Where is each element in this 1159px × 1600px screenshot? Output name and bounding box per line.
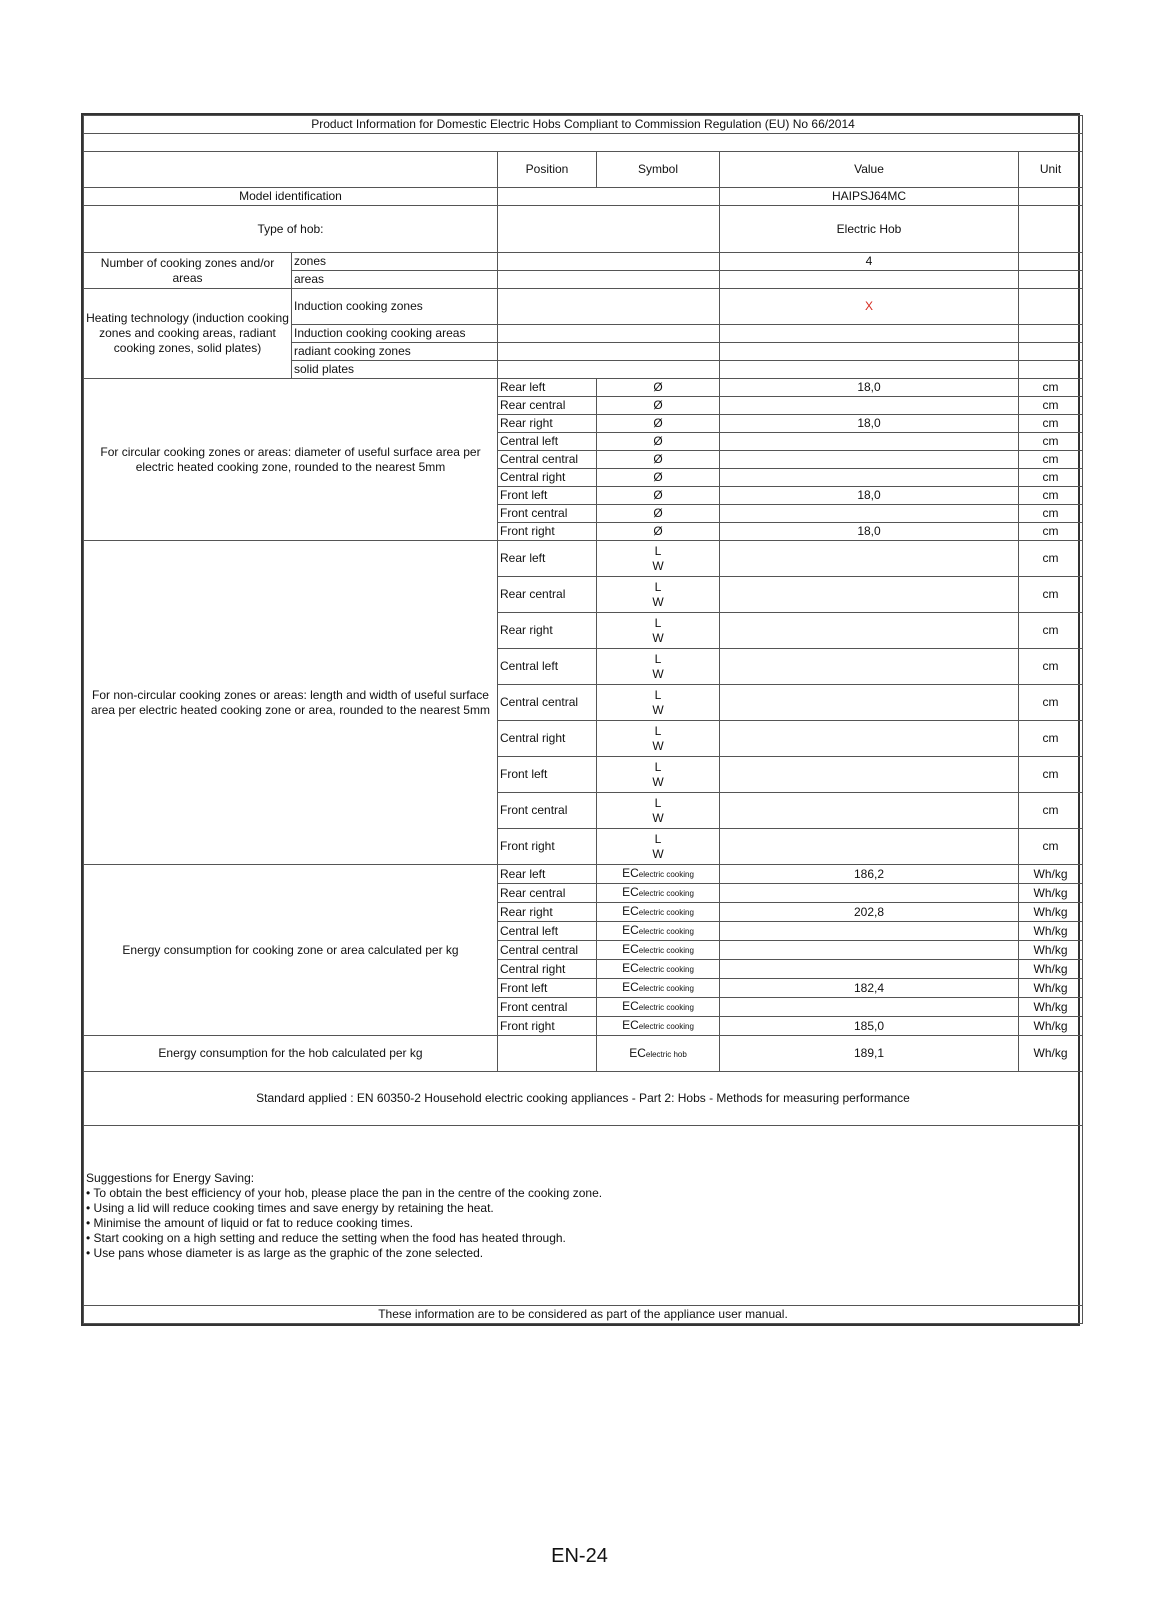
energy-symbol (597, 884, 720, 903)
table-row (84, 289, 1083, 325)
position-cell: Rear left (498, 379, 597, 397)
empty-cell (498, 188, 720, 206)
header-blank (84, 152, 498, 188)
position-cell: Central left (498, 649, 597, 685)
position-cell: Central central (498, 451, 597, 469)
product-information-sheet (81, 113, 1080, 1326)
position-cell: Rear right (498, 415, 597, 433)
diameter-value: 18,0 (720, 379, 1019, 397)
heating-type-label: radiant cooking zones (292, 343, 498, 361)
energy-symbol (597, 922, 720, 941)
circular-zones-label: For circular cooking zones or areas: diameter of useful surface area per electric heated cooking zone, rounded to the nearest 5mm (84, 379, 498, 541)
energy-symbol-subscript: electric cooking (638, 965, 694, 974)
table-row (84, 188, 1083, 206)
energy-value: 202,8 (720, 903, 1019, 922)
empty-cell (498, 253, 720, 271)
model-identification-value: HAIPSJ64MC (720, 188, 1019, 206)
energy-symbol-main: EC (622, 1018, 639, 1032)
model-identification-label: Model identification (84, 188, 498, 206)
position-cell: Front central (498, 505, 597, 523)
unit-cell: Wh/kg (1019, 922, 1083, 941)
length-symbol: L (654, 579, 662, 594)
heating-type-label: Induction cooking cooking areas (292, 325, 498, 343)
diameter-value: 18,0 (720, 523, 1019, 541)
suggestion-item: • Minimise the amount of liquid or fat to reduce cooking times. (86, 1215, 414, 1230)
empty-cell (1019, 206, 1083, 253)
length-width-symbol (597, 613, 720, 649)
unit-cell: cm (1019, 829, 1083, 865)
hob-energy-symbol (597, 1036, 720, 1072)
width-symbol: W (652, 810, 664, 825)
position-cell: Central central (498, 685, 597, 721)
unit-cell: Wh/kg (1019, 884, 1083, 903)
noncircular-zones-label: For non-circular cooking zones or areas: length and width of useful surface area per electric heated cooking zone or area, rounded to the nearest 5mm (84, 541, 498, 865)
areas-value (720, 271, 1019, 289)
header-value: Value (720, 152, 1019, 188)
position-cell: Central left (498, 922, 597, 941)
length-symbol: L (654, 795, 662, 810)
energy-symbol-subscript: electric cooking (638, 889, 694, 898)
table-row (84, 253, 1083, 271)
header-position: Position (498, 152, 597, 188)
heating-technology-label: Heating technology (induction cooking zones and cooking areas, radiant cooking zones, solid plates) (84, 289, 292, 379)
energy-value (720, 960, 1019, 979)
heating-type-value (720, 361, 1019, 379)
unit-cell: cm (1019, 577, 1083, 613)
suggestion-item: • Start cooking on a high setting and reduce the setting when the food has heated through. (86, 1230, 566, 1245)
position-cell: Front left (498, 979, 597, 998)
length-width-symbol (597, 757, 720, 793)
energy-symbol-main: EC (622, 885, 639, 899)
width-symbol: W (652, 630, 664, 645)
length-symbol: L (654, 723, 662, 738)
sheet-title: Product Information for Domestic Electric Hobs Compliant to Commission Regulation (EU) No 66/2014 (84, 116, 1083, 134)
unit-cell: cm (1019, 505, 1083, 523)
unit-cell: cm (1019, 523, 1083, 541)
unit-cell: Wh/kg (1019, 903, 1083, 922)
heating-type-value: X (720, 289, 1019, 325)
header-symbol: Symbol (597, 152, 720, 188)
length-symbol: L (654, 543, 662, 558)
unit-cell: Wh/kg (1019, 1036, 1083, 1072)
hob-energy-value: 189,1 (720, 1036, 1019, 1072)
zones-label: zones (292, 253, 498, 271)
length-width-symbol (597, 649, 720, 685)
diameter-value (720, 397, 1019, 415)
unit-cell: cm (1019, 397, 1083, 415)
table-row (84, 1306, 1083, 1324)
energy-value (720, 941, 1019, 960)
position-cell: Central right (498, 721, 597, 757)
hob-energy-symbol-main: EC (629, 1045, 646, 1060)
heating-type-value (720, 325, 1019, 343)
unit-cell: Wh/kg (1019, 941, 1083, 960)
diameter-value (720, 451, 1019, 469)
hob-energy-label: Energy consumption for the hob calculated per kg (84, 1036, 498, 1072)
length-width-symbol (597, 829, 720, 865)
unit-cell: cm (1019, 685, 1083, 721)
diameter-symbol: Ø (597, 469, 720, 487)
heating-type-label: Induction cooking zones (292, 289, 498, 325)
diameter-symbol: Ø (597, 433, 720, 451)
table-body (84, 116, 1083, 1324)
position-cell: Rear central (498, 397, 597, 415)
length-width-symbol (597, 577, 720, 613)
length-width-symbol (597, 721, 720, 757)
energy-symbol (597, 865, 720, 884)
position-cell: Central left (498, 433, 597, 451)
position-cell: Front left (498, 487, 597, 505)
empty-cell (1019, 271, 1083, 289)
energy-value: 186,2 (720, 865, 1019, 884)
width-symbol: W (652, 702, 664, 717)
unit-cell: cm (1019, 469, 1083, 487)
unit-cell: Wh/kg (1019, 979, 1083, 998)
energy-symbol-subscript: electric cooking (638, 1003, 694, 1012)
position-cell: Rear left (498, 541, 597, 577)
empty-cell (498, 206, 720, 253)
length-width-value (720, 613, 1019, 649)
diameter-symbol: Ø (597, 505, 720, 523)
position-cell: Front right (498, 1017, 597, 1036)
header-unit: Unit (1019, 152, 1083, 188)
table-row (84, 206, 1083, 253)
unit-cell: cm (1019, 541, 1083, 577)
energy-symbol-subscript: electric cooking (638, 870, 694, 879)
width-symbol: W (652, 738, 664, 753)
table-row (84, 865, 1083, 884)
suggestion-item: • To obtain the best efficiency of your hob, please place the pan in the centre of the cooking zone. (86, 1185, 603, 1200)
unit-cell: Wh/kg (1019, 1017, 1083, 1036)
energy-symbol-main: EC (622, 999, 639, 1013)
diameter-symbol: Ø (597, 523, 720, 541)
unit-cell: cm (1019, 721, 1083, 757)
standard-applied: Standard applied : EN 60350-2 Household electric cooking appliances - Part 2: Hobs - Methods for measuring performance (84, 1072, 1083, 1126)
unit-cell: cm (1019, 649, 1083, 685)
energy-value: 185,0 (720, 1017, 1019, 1036)
empty-cell (498, 271, 720, 289)
empty-cell (1019, 325, 1083, 343)
position-cell: Rear central (498, 577, 597, 613)
position-cell: Front right (498, 829, 597, 865)
energy-symbol (597, 903, 720, 922)
table-row (84, 134, 1083, 152)
length-width-symbol (597, 541, 720, 577)
energy-symbol-main: EC (622, 961, 639, 975)
unit-cell: cm (1019, 433, 1083, 451)
energy-value: 182,4 (720, 979, 1019, 998)
empty-cell (1019, 188, 1083, 206)
energy-symbol-main: EC (622, 942, 639, 956)
table-row (84, 1126, 1083, 1306)
table-row (84, 152, 1083, 188)
unit-cell: Wh/kg (1019, 960, 1083, 979)
width-symbol: W (652, 666, 664, 681)
energy-symbol-subscript: electric cooking (638, 984, 694, 993)
unit-cell: Wh/kg (1019, 865, 1083, 884)
position-cell: Front central (498, 793, 597, 829)
unit-cell: cm (1019, 451, 1083, 469)
position-cell: Central right (498, 469, 597, 487)
energy-symbol-subscript: electric cooking (638, 1022, 694, 1031)
energy-symbol (597, 979, 720, 998)
energy-symbol (597, 960, 720, 979)
position-cell: Rear right (498, 613, 597, 649)
length-width-value (720, 829, 1019, 865)
position-cell: Front left (498, 757, 597, 793)
length-width-value (720, 757, 1019, 793)
energy-symbol-main: EC (622, 923, 639, 937)
table-row (84, 1036, 1083, 1072)
position-cell: Rear right (498, 903, 597, 922)
diameter-value: 18,0 (720, 487, 1019, 505)
length-width-value (720, 685, 1019, 721)
energy-consumption-zone-label: Energy consumption for cooking zone or area calculated per kg (84, 865, 498, 1036)
length-symbol: L (654, 615, 662, 630)
unit-cell: cm (1019, 415, 1083, 433)
empty-cell (498, 1036, 597, 1072)
empty-cell (498, 361, 720, 379)
length-width-value (720, 721, 1019, 757)
width-symbol: W (652, 594, 664, 609)
length-symbol: L (654, 687, 662, 702)
length-symbol: L (654, 831, 662, 846)
suggestion-item: • Use pans whose diameter is as large as the graphic of the zone selected. (86, 1245, 484, 1260)
footer-note: These information are to be considered as part of the appliance user manual. (84, 1306, 1083, 1324)
length-width-symbol (597, 685, 720, 721)
unit-cell: Wh/kg (1019, 998, 1083, 1017)
empty-cell (498, 325, 720, 343)
hob-energy-symbol-subscript: electric hob (645, 1049, 687, 1059)
product-information-table (83, 115, 1083, 1324)
energy-symbol (597, 941, 720, 960)
position-cell: Central right (498, 960, 597, 979)
energy-symbol-subscript: electric cooking (638, 908, 694, 917)
energy-symbol (597, 1017, 720, 1036)
zones-value: 4 (720, 253, 1019, 271)
length-width-value (720, 649, 1019, 685)
table-row (84, 1072, 1083, 1126)
areas-label: areas (292, 271, 498, 289)
unit-cell: cm (1019, 487, 1083, 505)
length-width-value (720, 793, 1019, 829)
diameter-symbol: Ø (597, 397, 720, 415)
empty-cell (1019, 289, 1083, 325)
energy-symbol-subscript: electric cooking (638, 927, 694, 936)
unit-cell: cm (1019, 613, 1083, 649)
empty-cell (1019, 343, 1083, 361)
energy-value (720, 998, 1019, 1017)
width-symbol: W (652, 558, 664, 573)
diameter-symbol: Ø (597, 451, 720, 469)
length-symbol: L (654, 651, 662, 666)
length-symbol: L (654, 759, 662, 774)
diameter-symbol: Ø (597, 415, 720, 433)
table-row (84, 541, 1083, 577)
diameter-value (720, 469, 1019, 487)
diameter-value (720, 505, 1019, 523)
table-row (84, 116, 1083, 134)
energy-symbol-main: EC (622, 980, 639, 994)
suggestions-heading: Suggestions for Energy Saving: (86, 1170, 255, 1185)
length-width-value (720, 577, 1019, 613)
energy-value (720, 922, 1019, 941)
empty-cell (498, 343, 720, 361)
heating-type-label: solid plates (292, 361, 498, 379)
energy-saving-suggestions (84, 1126, 1083, 1306)
page-number: EN-24 (551, 1545, 608, 1567)
length-width-value (720, 541, 1019, 577)
table-row (84, 379, 1083, 397)
width-symbol: W (652, 774, 664, 789)
type-of-hob-label: Type of hob: (84, 206, 498, 253)
position-cell: Rear left (498, 865, 597, 884)
position-cell: Front right (498, 523, 597, 541)
energy-symbol (597, 998, 720, 1017)
energy-symbol-main: EC (622, 866, 639, 880)
type-of-hob-value: Electric Hob (720, 206, 1019, 253)
position-cell: Front central (498, 998, 597, 1017)
length-width-symbol (597, 793, 720, 829)
energy-value (720, 884, 1019, 903)
energy-symbol-subscript: electric cooking (638, 946, 694, 955)
unit-cell: cm (1019, 757, 1083, 793)
width-symbol: W (652, 846, 664, 861)
diameter-value (720, 433, 1019, 451)
empty-cell (1019, 253, 1083, 271)
cooking-zones-label: Number of cooking zones and/or areas (84, 253, 292, 289)
diameter-value: 18,0 (720, 415, 1019, 433)
heating-type-value (720, 343, 1019, 361)
diameter-symbol: Ø (597, 379, 720, 397)
unit-cell: cm (1019, 793, 1083, 829)
empty-cell (498, 289, 720, 325)
position-cell: Rear central (498, 884, 597, 903)
diameter-symbol: Ø (597, 487, 720, 505)
suggestion-item: • Using a lid will reduce cooking times and save energy by retaining the heat. (86, 1200, 494, 1215)
unit-cell: cm (1019, 379, 1083, 397)
empty-cell (1019, 361, 1083, 379)
position-cell: Central central (498, 941, 597, 960)
spacer-row (84, 134, 1083, 152)
energy-symbol-main: EC (622, 904, 639, 918)
